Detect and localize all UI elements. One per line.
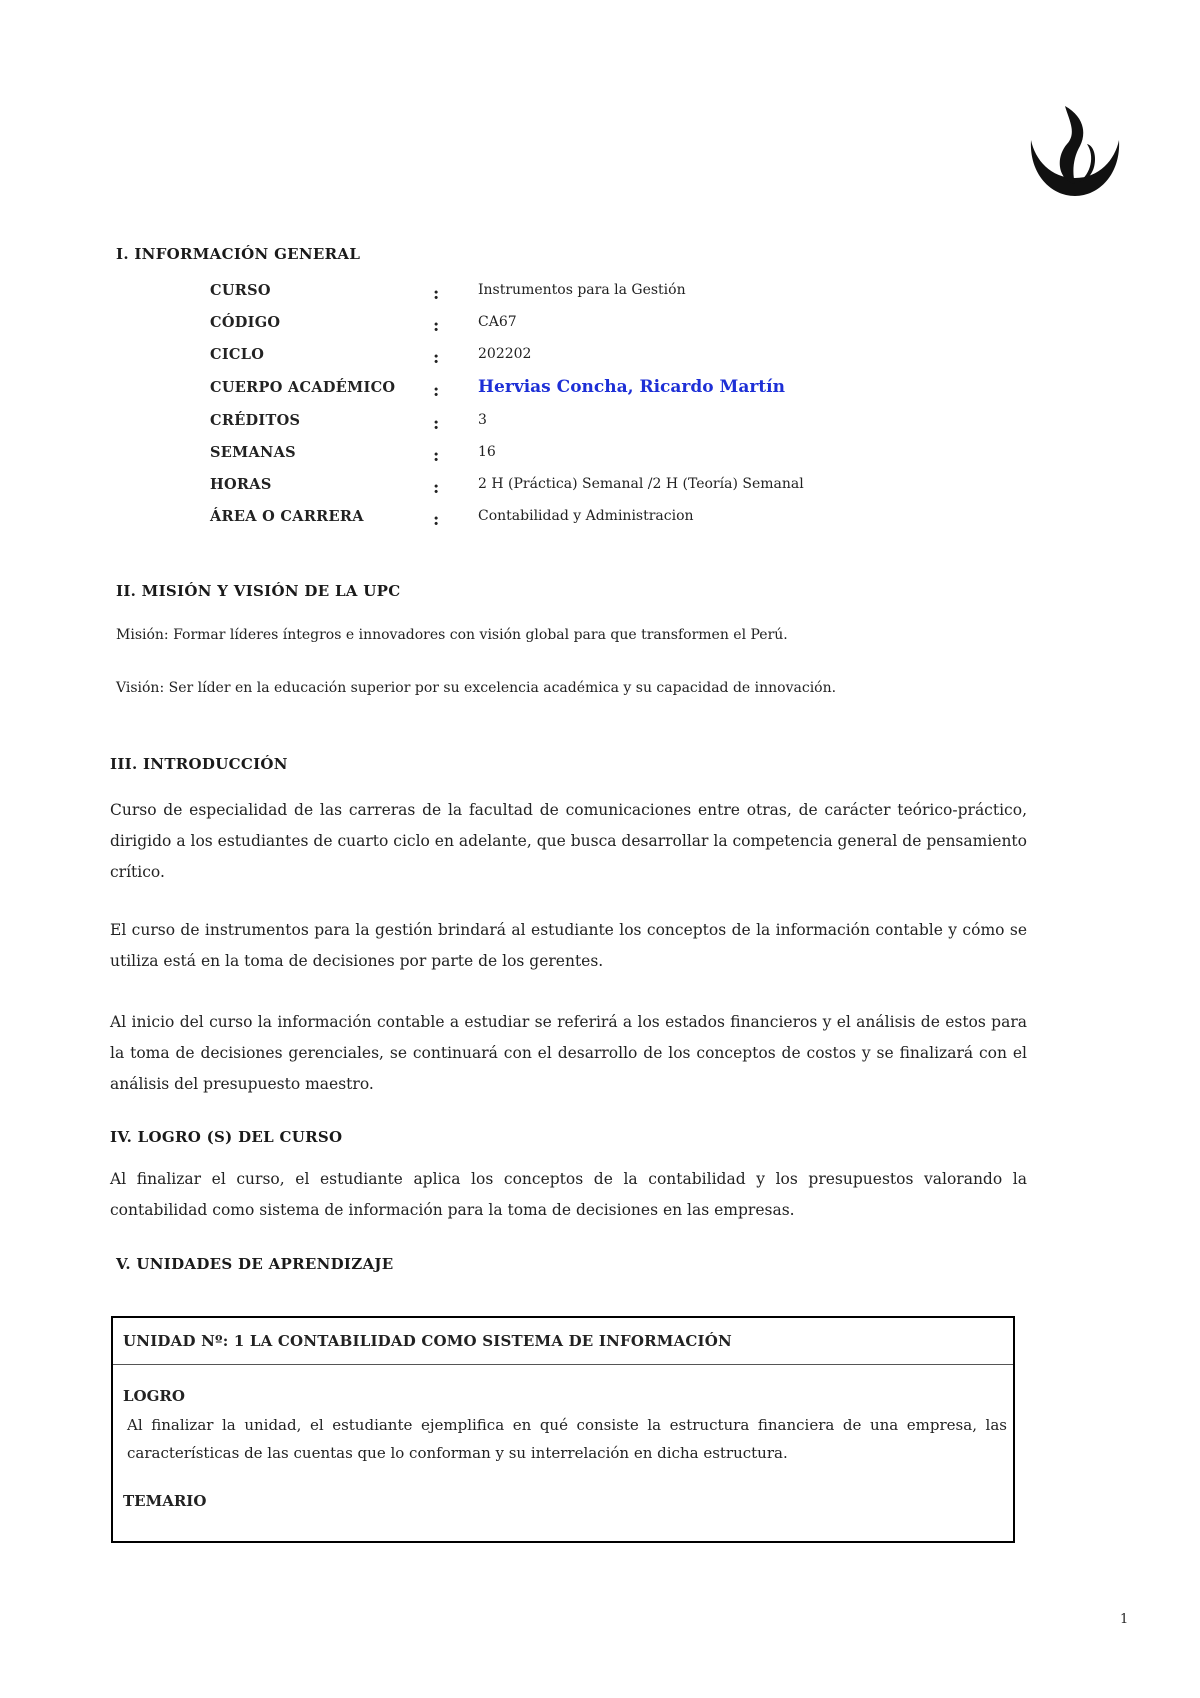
- info-label: ÁREA O CARRERA: [210, 508, 364, 525]
- page-number: 1: [1120, 1612, 1129, 1627]
- logro-curso-text: Al finalizar el curso, el estudiante aplica los conceptos de la contabilidad y los presupuestos valorando la contabilidad como sistema de información para la toma de decisiones en las empresas.: [110, 1170, 1027, 1219]
- section-title-logro-curso: IV. LOGRO (S) DEL CURSO: [110, 1128, 343, 1146]
- mision-text: Misión: Formar líderes íntegros e innovadores con visión global para que transformen el Perú.: [116, 627, 788, 643]
- unit-logro-label: LOGRO: [123, 1387, 185, 1405]
- info-separator: :: [433, 381, 440, 401]
- info-value: 202202: [478, 346, 532, 362]
- info-value: CA67: [478, 314, 517, 330]
- vision-text: Visión: Ser líder en la educación superior por su excelencia académica y su capacidad de innovación.: [116, 680, 837, 696]
- info-row-horas: [210, 476, 910, 500]
- info-label: CRÉDITOS: [210, 412, 301, 429]
- intro-paragraph-1-text: Curso de especialidad de las carreras de la facultad de comunicaciones entre otras, de carácter teórico-práctico, dirigido a los estudiantes de cuarto ciclo en adelante, que busca desarrollar la competencia general de pensamiento crítico.: [110, 801, 1027, 881]
- intro-paragraph-3: [110, 1007, 1027, 1100]
- info-label: CUERPO ACADÉMICO: [210, 379, 396, 396]
- unit-temario-label: TEMARIO: [123, 1492, 207, 1510]
- info-row-curso: [210, 282, 910, 306]
- info-value: Contabilidad y Administracion: [478, 508, 694, 524]
- unit-1-header: [113, 1318, 1013, 1365]
- info-separator: :: [433, 446, 440, 466]
- logro-curso-paragraph: [110, 1164, 1027, 1226]
- info-label: HORAS: [210, 476, 272, 493]
- info-separator: :: [433, 510, 440, 530]
- info-separator: :: [433, 414, 440, 434]
- info-row-area-carrera: [210, 508, 910, 532]
- info-row-codigo: [210, 314, 910, 338]
- instructor-name: Hervias Concha, Ricardo Martín: [478, 377, 785, 397]
- info-value: 2 H (Práctica) Semanal /2 H (Teoría) Semanal: [478, 476, 804, 492]
- info-separator: :: [433, 348, 440, 368]
- section-title-informacion-general: I. INFORMACIÓN GENERAL: [116, 245, 361, 263]
- unit-1-box: [111, 1316, 1015, 1543]
- intro-paragraph-2-text: El curso de instrumentos para la gestión brindará al estudiante los conceptos de la información contable y cómo se utiliza está en la toma de decisiones por parte de los gerentes.: [110, 921, 1027, 970]
- section-title-mision-vision: II. MISIÓN Y VISIÓN DE LA UPC: [116, 582, 401, 600]
- info-label: SEMANAS: [210, 444, 296, 461]
- info-row-creditos: [210, 412, 910, 436]
- intro-paragraph-1: [110, 795, 1027, 888]
- info-value: 16: [478, 444, 496, 460]
- info-row-cuerpo-academico: [210, 379, 910, 403]
- info-separator: :: [433, 316, 440, 336]
- info-label: CÓDIGO: [210, 314, 281, 331]
- intro-paragraph-2: [110, 915, 1027, 977]
- info-separator: :: [433, 284, 440, 304]
- unit-1-title: UNIDAD Nº: 1 LA CONTABILIDAD COMO SISTEMA DE INFORMACIÓN: [123, 1332, 732, 1350]
- info-row-ciclo: [210, 346, 910, 370]
- info-separator: :: [433, 478, 440, 498]
- info-value: 3: [478, 412, 487, 428]
- intro-paragraph-3-text: Al inicio del curso la información contable a estudiar se referirá a los estados financieros y el análisis de estos para la toma de decisiones gerenciales, se continuará con el desarrollo de los conceptos de costos y se finalizará con el análisis del presupuesto maestro.: [110, 1013, 1027, 1093]
- upc-logo-icon: [1025, 100, 1125, 200]
- info-row-semanas: [210, 444, 910, 468]
- unit-logro-text: Al finalizar la unidad, el estudiante ejemplifica en qué consiste la estructura financiera de una empresa, las características de las cuentas que lo conforman y su interrelación en dicha estructura.: [127, 1416, 1007, 1462]
- section-title-introduccion: III. INTRODUCCIÓN: [110, 755, 288, 773]
- section-title-unidades: V. UNIDADES DE APRENDIZAJE: [116, 1255, 394, 1273]
- info-label: CICLO: [210, 346, 265, 363]
- info-value: Instrumentos para la Gestión: [478, 282, 686, 298]
- info-label: CURSO: [210, 282, 271, 299]
